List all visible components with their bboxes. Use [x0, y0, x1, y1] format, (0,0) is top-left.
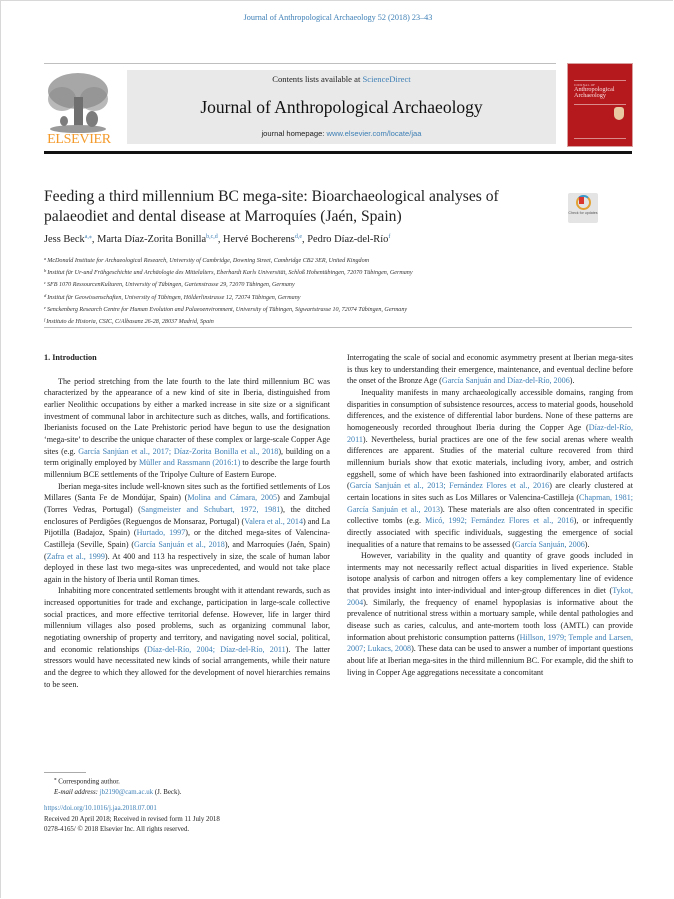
- citation-link[interactable]: Sangmeister and Schubart, 1972, 1981: [140, 504, 281, 514]
- citation-link[interactable]: García Sanjuán et al., 2013; Fernández Flores et al., 2016: [349, 481, 550, 491]
- masthead-thick-rule: [44, 151, 632, 154]
- author-separator: ,: [217, 234, 224, 245]
- doi-link[interactable]: https://doi.org/10.1016/j.jaa.2018.07.001: [44, 805, 157, 812]
- citation-link[interactable]: Díaz-del-Río, 2004; Díaz-del-Río, 2011: [147, 644, 286, 654]
- author-affiliation-marks[interactable]: f: [388, 234, 391, 240]
- cover-small-text: JOURNAL OF: [574, 83, 596, 87]
- paragraph-text: ) and La Pijotilla (Badajoz, Spain) (: [44, 516, 331, 538]
- elsevier-wordmark: ELSEVIER: [47, 132, 111, 147]
- paragraph-text: Interrogating the scale of social and economic asymmetry present at Iberian mega-sites is thus key to understanding their emergence, maintenance, and eventual decline before the onset of the Bronze Age (: [347, 353, 633, 386]
- paragraph-text: ), and Marroquíes (Jaén, Spain) (: [44, 539, 331, 561]
- body-paragraph: [347, 352, 633, 387]
- contents-prefix: Contents lists available at: [272, 74, 363, 84]
- journal-cover-image[interactable]: [567, 63, 633, 147]
- citation-link[interactable]: García Sanjuán, 2006: [514, 539, 585, 549]
- affiliation-key: f: [44, 317, 46, 323]
- cover-rule: [574, 104, 626, 105]
- body-paragraph: [347, 387, 633, 550]
- citation-link[interactable]: Valera et al., 2014: [244, 516, 303, 526]
- crossmark-bookmark-icon: [579, 197, 584, 204]
- paragraph-text: ), building on a term originally employed by: [44, 446, 330, 468]
- body-paragraph: [44, 481, 330, 586]
- citation-link[interactable]: Hillson, 1979; Temple and Larsen, 2007; Lukacs, 2008: [347, 632, 633, 654]
- citation-link[interactable]: García Sanjuán et al., 2018: [134, 539, 225, 549]
- affiliation-text: Instituto de Historia, CSIC, C/Albasanz 26-28, 28037 Madrid, Spain: [46, 319, 214, 326]
- citation-link[interactable]: Tykot, 2004: [347, 586, 633, 607]
- affiliation-text: McDonald Institute for Archaeological Research, University of Cambridge, Downing Street, Cambridge CB2 3ER, United Kingdom: [47, 258, 370, 264]
- paragraph-text: Iberian mega-sites include well-known sites such as the fortified settlements of Los Millares (Santa Fe de Mondújar, Spain) (: [44, 481, 330, 503]
- affiliation-text: Institut für Geowissenschaften, University of Tübingen, Hölderlinstrasse 12, 72074 Tübingen, Germany: [47, 294, 301, 301]
- paragraph-text: ).: [584, 539, 590, 549]
- section-heading: 1. Introduction: [44, 353, 97, 362]
- affiliation-list: [44, 254, 644, 327]
- cover-rule: [574, 138, 626, 139]
- affiliation-key: e: [44, 304, 46, 310]
- paragraph-text: Inequality manifests in many archaeologically accessible domains, ranging from disparities in consumption of subsistence resources, access to material goods, household differences, and the existence of differential labor burdens. None of these patterns are homogeneously recorded throughout Iberia during the Copper Age (: [347, 387, 633, 432]
- cover-title: [574, 87, 615, 100]
- corresponding-author-note: [54, 775, 354, 788]
- affiliation-key: c: [44, 280, 46, 286]
- affiliation-item: [44, 254, 644, 266]
- paragraph-text: ) are clearly clustered at certain locations in sites such as Los Millares or Valencina-Castilleja (: [347, 481, 633, 502]
- paragraph-text: ) and Zambujal (Torres Vedras, Portugal) (: [44, 493, 330, 514]
- body-paragraph: [44, 376, 330, 481]
- footnote-rule: [44, 772, 86, 773]
- affiliation-text: SFB 1070 RessourcenKulturen, University of Tübingen, Gartenstrasse 29, 72070 Tübingen, Germany: [47, 282, 295, 289]
- citation-link[interactable]: Díaz-del-Río, 2011: [347, 422, 633, 444]
- cover-rule: [574, 80, 626, 81]
- front-matter-rule: [44, 327, 632, 328]
- affiliation-key: a: [44, 256, 47, 261]
- author-email-link[interactable]: jb2190@cam.ac.uk: [99, 788, 154, 796]
- check-for-updates-button[interactable]: [568, 193, 598, 223]
- contents-available-line: [127, 74, 556, 84]
- affiliation-text: Senckenberg Research Centre for Human Evolution and Palaeoenvironment, University of Tübingen, Sigwartstrasse 10, 72074 Tübingen, Germany: [47, 306, 408, 313]
- paragraph-text: ). Nevertheless, burial practices are one of the few social arenas where wealth differences are apparent. Studies of the material culture recovered from third millennium burials show that exotic materials, including ivory, amber, and ostrich eggshell, some of which have been fashioned into extraordinarily elaborated artifacts (: [347, 434, 633, 491]
- author-name[interactable]: Marta Díaz-Zorita Bonilla: [97, 234, 207, 245]
- author-name[interactable]: Hervé Bocherens: [223, 234, 295, 245]
- paragraph-text: ).: [569, 376, 575, 386]
- affiliation-item: [44, 266, 644, 278]
- author-affiliation-marks[interactable]: d,e: [294, 234, 303, 240]
- author-name[interactable]: Jess Beck: [44, 234, 85, 245]
- left-paragraphs: [44, 376, 330, 691]
- paragraph-text: to describe the large fourth millennium BCE settlements of the Tripolye Culture of Eastern Europe.: [44, 458, 330, 479]
- author-affiliation-marks[interactable]: b,c,d: [206, 234, 218, 240]
- body-paragraph: [347, 550, 633, 678]
- citation-link[interactable]: García Sanjúan et al., 2017; Díaz-Zorita Bonilla et al., 2018: [78, 446, 279, 456]
- author-separator: ,: [302, 234, 308, 245]
- affiliation-item: [44, 278, 644, 290]
- author-name[interactable]: Pedro Díaz-del-Río: [307, 234, 389, 245]
- paragraph-text: ), the ditched enclosures of Perdigões (Reguengos de Monsaraz, Portugal) (: [44, 504, 330, 526]
- check-for-updates-label: Check for updates: [568, 211, 598, 215]
- paragraph-text: The period stretching from the late fourth to the late third millennium BC was characterized by the appearance of a new kind of site in Iberia, distinguished from earlier Neolithic occupations by either a marked increase in site size or a significant investment of communal labor in architecture such as ditches, walls, and fortifications. Iberianists focused on the Late Prehistoric period have begun to use the designation ‘mega-site’ to describe the unique character of these complex or large-scale Copper Age sites (e.g.: [44, 376, 330, 456]
- cover-vase-icon: [614, 107, 624, 120]
- paragraph-text: ). These materials are also often concentrated in specific collective tombs (e.g.: [347, 504, 634, 526]
- affiliation-key: d: [44, 292, 47, 298]
- citation-link[interactable]: Zafra et al., 1999: [46, 551, 105, 561]
- affiliation-item: [44, 303, 644, 315]
- email-note: [54, 788, 354, 799]
- email-suffix: (J. Beck).: [153, 788, 182, 796]
- cover-title-line: Anthropological: [574, 86, 615, 93]
- right-paragraphs: [347, 352, 633, 678]
- homepage-prefix: journal homepage:: [261, 129, 327, 138]
- corresponding-author-label: Corresponding author.: [58, 778, 120, 786]
- cover-title-line: Archaeology: [574, 92, 606, 100]
- citation-link[interactable]: Chapman, 1981; García Sanjuán et al., 2013: [347, 492, 633, 514]
- body-paragraph: [44, 585, 330, 690]
- paragraph-text: ). The latter stressors would have necessitated new kinds of social arrangements, while their nature and the degree to which they allowed for the development of novel hierarchies remains to be seen.: [44, 644, 330, 689]
- author-affiliation-marks[interactable]: a,⁎: [84, 234, 92, 240]
- author-separator: ,: [91, 234, 98, 245]
- paragraph-text: ). At 400 and 113 ha respectively in size, the scale of human labor deployed in these last two mega-sites was unprecedented, and would not take place again in the history of Iberia until Roman times.: [44, 551, 330, 584]
- copyright-line: 0278-4165/ © 2018 Elsevier Inc. All rights reserved.: [44, 826, 190, 833]
- author-list: [44, 233, 604, 245]
- received-dates: Received 20 April 2018; Received in revised form 11 July 2018: [44, 815, 220, 823]
- affiliation-key: b: [44, 268, 47, 274]
- paragraph-text: ). These data can be used to answer a number of important questions about life at Iberian mega-sites in the third millennium BC. For example, did the shift to living in Copper Age aggregations necessitate a concomitant: [347, 644, 633, 677]
- affiliation-item: [44, 315, 644, 327]
- affiliation-text: Institut für Ur-und Frühgeschichte und Archäologie des Mittelalters, Eberhardt Karls Universität, Schloß Hohentübingen, 72070 Tübingen, Germany: [47, 270, 413, 277]
- citation-link[interactable]: Molina and Cámara, 2005: [187, 493, 278, 503]
- running-head[interactable]: Journal of Anthropological Archaeology 52 (2018) 23–43: [243, 13, 433, 22]
- corresponding-mark: ⁎: [54, 777, 57, 782]
- citation-link[interactable]: García Sanjuán and Díaz-del-Río, 2006: [441, 376, 570, 386]
- citation-link[interactable]: Müller and Rassmann (2016:1): [138, 458, 241, 468]
- paragraph-text: ). Similarly, the frequency of enamel hypoplasias is informative about the prevalence of nutritional stress within a mortuary sample, while dental pathologies and disease such as caries, calculus, and ante-mortem tooth loss (AMTL) can provide information about prehistoric consumption patterns (: [347, 597, 633, 642]
- citation-link[interactable]: Micó, 1992; Fernández Flores et al., 2016: [425, 516, 574, 526]
- footnotes: [54, 775, 354, 798]
- journal-homepage-line: [127, 129, 556, 138]
- paragraph-text: Inhabiting more concentrated settlements brought with it attendant rewards, such as increased opportunities for trade and exchange, participation in large-scale collective social practices, and more effective territorial defense. However, life in larger third millennium villages also posed problems, such as organizing communal labor, negotiating ownership of property and territory, and navigating novel social, political, and economic relationships (: [44, 586, 330, 654]
- email-label: E-mail address:: [54, 788, 98, 796]
- body-column-left: [44, 352, 330, 690]
- sciencedirect-link[interactable]: ScienceDirect: [362, 74, 411, 84]
- paragraph-text: ), or the ditched mega-sites of Valencina-Castilleja (Seville, Spain) (: [44, 528, 331, 549]
- paragraph-text: However, variability in the quality and quantity of grave goods included in interments may not necessarily reflect actual disparities in lived experience. Stable isotope analysis of carbon and nitrogen offers a key complementary line of evidence that provides insight into inter-individual and inter-group differences in diet (: [347, 551, 633, 596]
- journal-title: Journal of Anthropological Archaeology: [200, 97, 483, 117]
- article-info: [44, 804, 364, 836]
- journal-homepage-link[interactable]: www.elsevier.com/locate/jaa: [326, 129, 422, 138]
- body-column-right: [347, 352, 633, 678]
- header-rule: [44, 63, 556, 64]
- journal-masthead: [127, 70, 556, 144]
- citation-link[interactable]: Hurtado, 1997: [136, 528, 186, 538]
- affiliation-item: [44, 291, 644, 303]
- article-title: Feeding a third millennium BC mega-site: Bioarchaeological analyses of palaeodiet and dental disease at Marroquíes (Jaén, Spain): [44, 188, 499, 225]
- paragraph-text: ), or infrequently directly associated with specific individuals, suggesting the emergence of social inequalities of a nature that remains to be assessed (: [347, 516, 633, 549]
